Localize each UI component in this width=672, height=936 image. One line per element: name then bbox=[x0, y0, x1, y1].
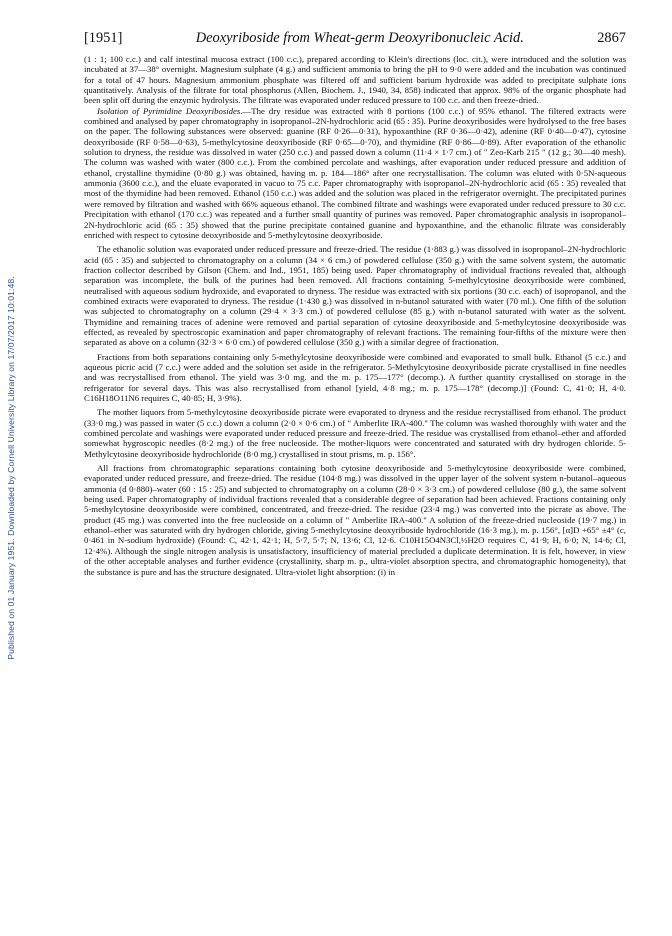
download-sidebar bbox=[0, 0, 22, 936]
paragraph-text: —The dry residue was extracted with 8 portions (100 c.c.) of 95% ethanol. The filtered extracts were combined and analysed by paper chromatography in isopropanol–2N-hydrochloric acid (65 : 35). Purine deoxyribosides were hydrolysed to the free bases on the paper. The following substances were observed: guanine (RF 0·26—0·31), hypoxanthine (RF 0·36—0·42), adenine (RF 0·40—0·47), cytosine deoxyriboside (RF 0·58—0·63), 5-methylcytosine deoxyriboside (RF 0·65—0·70), and thymidine (RF 0·86—0·89). After evaporation of the ethanolic solution to dryness, the residue was dissolved in water (250 c.c.) and passed down a column (11·4 × 1·7 cm.) of " Zeo-Karb 215 " (12 g.; 30—40 mesh). The column was washed with water (800 c.c.). From the combined percolate and washings, after evaporation under reduced pressure and addition of ethanol, crystalline thymidine (0·80 g.) was obtained, having m. p. 184—186° after one recrystallisation. The column was eluted with 0·5N-aqueous ammonia (3600 c.c.), and the eluate evaporated in vacuo to 75 c.c. Paper chromatography with isopropanol–2N-hydrochloric acid (65 : 35) revealed that most of the thymidine had been removed. Ethanol (150 c.c.) was added and the solution was placed in the refrigerator overnight. The precipitated purines were removed by filtration and washed with 66% aqueous ethanol. The combined filtrate and washings were evaporated under reduced pressure to 30 c.c. Precipitation with ethanol (170 c.c.) was repeated and a further small quantity of purines was removed. Paper chromatographic analysis in isopropanol–2N-hydrochloric acid (65 : 35) showed that the purine precipitate contained guanine and hypoxanthine, and the ethanolic filtrate was considerably enriched with respect to cytosine deoxyriboside and 5-methylcytosine deoxyriboside. bbox=[84, 105, 626, 240]
paragraph-text: The mother liquors from 5-methylcytosine deoxyriboside picrate were evaporated to dryness and the residue recrystallised from ethanol. The product (33·0 mg.) was passed in water (5 c.c.) down a column (2·0 × 0·6 cm.) of " Amberlite IRA-400." The column was washed thoroughly with water and the combined percolate and washings were evaporated under reduced pressure and freeze-dried. The residue was crystallised from ethanol–ether and afforded somewhat hygroscopic needles (8·2 mg.) of the free nucleoside. The mother-liquors were concentrated and saturated with dry hydrogen chloride. 5-Methylcytosine deoxyriboside hydrochloride (8·0 mg.) crystallised in stout prisms, m. p. 156°. bbox=[84, 407, 626, 459]
paper-page bbox=[84, 30, 626, 577]
header-year: [1951] bbox=[84, 30, 123, 46]
paragraph-text: Fractions from both separations containing only 5-methylcytosine deoxyriboside were combined and evaporated to small bulk. Ethanol (5 c.c.) and aqueous picric acid (7 c.c.) were added and the solution set aside in the refrigerator. 5-Methylcytosine deoxyriboside picrate crystallised in fine needles and was recrystallised from ethanol. The yield was 3·0 mg. and the m. p. 175—177° (decomp.). A further quantity crystallised on storage in the refrigerator for several days. This was also recrystallised from ethanol [yield, 4·8 mg.; m. p. 175—178° (decomp.)] (Found: C, 41·0; H, 4·0. C16H18O11N6 requires C, 40·85; H, 3·9%). bbox=[84, 351, 626, 403]
paragraph-combined-fractions bbox=[84, 463, 626, 577]
paragraph-continuation bbox=[84, 54, 626, 106]
paragraph-text: The ethanolic solution was evaporated under reduced pressure and freeze-dried. The residue (1·883 g.) was dissolved in isopropanol–2N-hydrochloric acid (65 : 35) and subjected to chromatography on a column (34 × 6 cm.) of powdered cellulose (350 g.) with the same solvent system, the automatic fraction collector described by Gilson (Chem. and Ind., 1951, 185) being used. Paper chromatography of individual fractions revealed that, although separation was incomplete, the bulk of the purines had been removed. All fractions containing 5-methylcytosine deoxyriboside were combined, neutralised with aqueous sodium hydroxide, and evaporated to dryness. The residue was extracted with six portions (30 c.c. each) of isopropanol, and the combined extracts were evaporated to dryness. The residue (1·430 g.) was dissolved in n-butanol saturated with water (70 ml.). One fifth of the solution was subjected to chromatography on a column (29·4 × 3·3 cm.) of powdered cellulose (85 g.) with n-butanol saturated with water as the solvent. Thymidine and remaining traces of adenine were removed and partial separation of cytosine deoxyriboside and 5-methylcytosine deoxyriboside was effected, as revealed by spectroscopic examination and paper chromatography of relevant fractions. The remaining four-fifths of the mixture were then separated as above on a column (32·3 × 6·0 cm.) of powdered cellulose (350 g.) with a similar degree of fractionation. bbox=[84, 244, 626, 348]
paragraph-chromatography bbox=[84, 244, 626, 347]
paragraph-text: (1 : 1; 100 c.c.) and calf intestinal mucosa extract (100 c.c.), prepared according to Klein's directions (loc. cit.), were introduced and the solution was incubated at 37—38° overnight. Magnesium sulphate (4 g.) and sufficient ammonia to bring the pH to 9·0 were added and the incubation was continued for a total of 47 hours. Magnesium ammonium phosphate was filtered off and sufficient barium hydroxide was added to precipitate sulphate ions quantitatively. Analysis of the filtrate for total phosphorus (Allen, Biochem. J., 1940, 34, 858) indicated that approx. 98% of the organic phosphate had been split off during the enzymic hydrolysis. The filtrate was evaporated under reduced pressure to 100 c.c. and then freeze-dried. bbox=[84, 54, 626, 106]
section-heading: Isolation of Pyrimidine Deoxyribosides. bbox=[97, 105, 243, 116]
header-page-number: 2867 bbox=[597, 30, 626, 46]
header-title: Deoxyriboside from Wheat-germ Deoxyribonucleic Acid. bbox=[195, 30, 524, 46]
paragraph-text: All fractions from chromatographic separations containing both cytosine deoxyriboside and 5-methylcytosine deoxyriboside were combined, evaporated under reduced pressure, and freeze-dried. The residue (104·8 mg.) was dissolved in the upper layer of the solvent system n-butanol–aqueous ammonia (d 0·880)–water (60 : 15 : 25) and subjected to chromatography on a column (28·0 × 3·3 cm.) of powdered cellulose (80 g.), the same solvent being used. Paper chromatography of individual fractions revealed that a considerable degree of separation had been achieved. Fractions containing only 5-methylcytosine deoxyriboside were combined, concentrated, and freeze-dried. The residue (23·4 mg.) was converted into the picrate as above. The product (45 mg.) was converted into the free nucleoside on a column of " Amberlite IRA-400." A solution of the freeze-dried nucleoside (19·7 mg.) in ethanol–ether was saturated with dry hydrogen chloride, giving 5-methylcytosine deoxyriboside hydrochloride (16·3 mg.), m. p. 156°, [α]D +65° ±4° (c, 0·461 in N-sodium hydroxide) (Found: C, 42·1, 42·1; H, 5·7, 5·7; N, 13·6; Cl, 12·6. C10H15O4N3Cl,½H2O requires C, 41·9; H, 6·0; N, 14·6; Cl, 12·4%). Although the single nitrogen analysis is unsatisfactory, insufficiency of material precluded a duplicate determination. It is felt, however, in view of the other acceptable analyses and further evidence (crystallinity, sharp m. p., ultra-violet absorption spectra, and chromatographic homogeneity), that the substance is pure and has the structure designated. Ultra-violet light absorption: (i) in bbox=[84, 463, 626, 577]
paragraph-isolation bbox=[84, 106, 626, 240]
page-header bbox=[84, 30, 626, 47]
download-notice: Published on 01 January 1951. Downloaded by Cornell University Library on 17/07/2017 10:01:48. bbox=[6, 276, 16, 660]
paragraph-mother-liquors bbox=[84, 407, 626, 459]
article-body bbox=[84, 54, 626, 577]
paragraph-picrate bbox=[84, 352, 626, 404]
